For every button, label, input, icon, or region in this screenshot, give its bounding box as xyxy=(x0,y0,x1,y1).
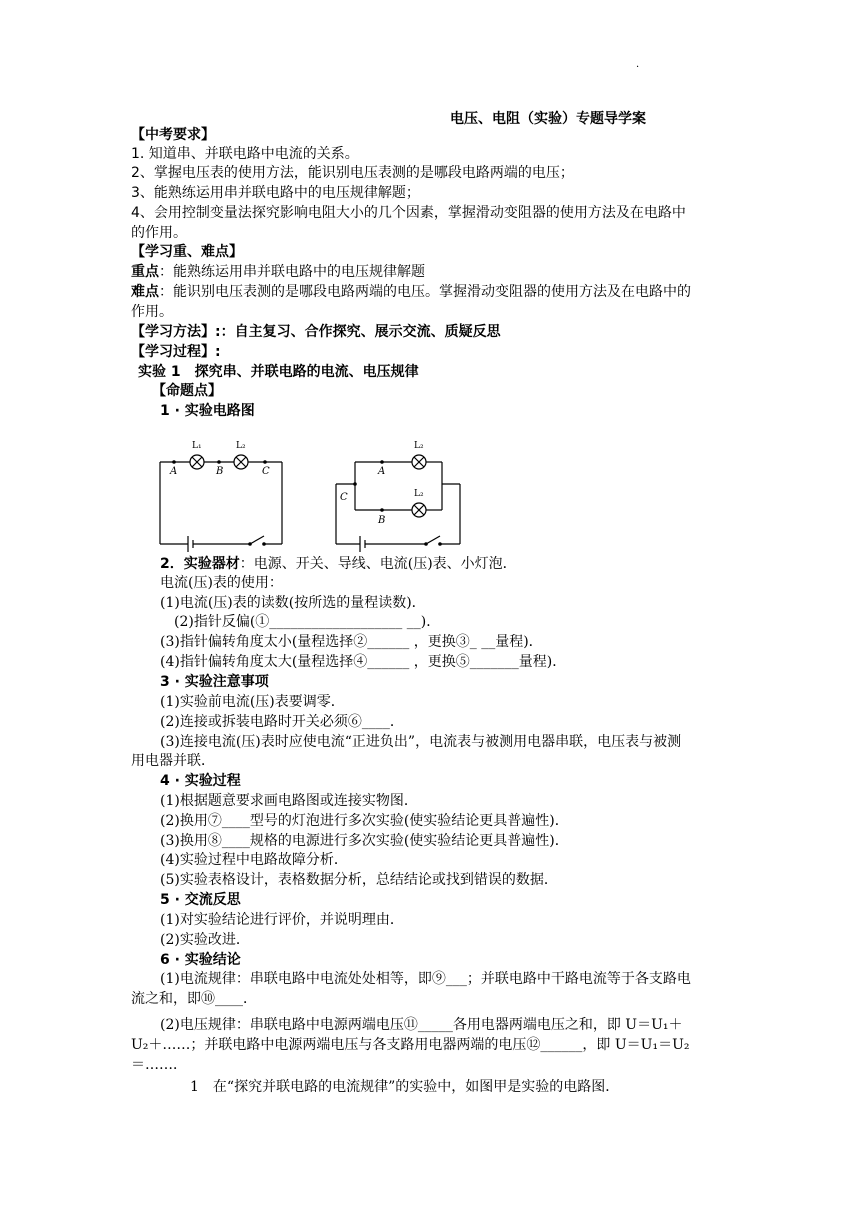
meter-item-1: (1)电流(压)表的读数(按所选的量程读数)． xyxy=(160,595,426,611)
note-3: (3)连接电流(压)表时应使电流“正进负出”，电流表与被测用电器串联，电压表与被测 xyxy=(160,734,682,750)
page-title: 电压、电阻（实验）专题导学案 xyxy=(450,111,646,127)
header-dot: · xyxy=(636,62,640,73)
section-heading-key-points: 【学习重、难点】 xyxy=(131,244,243,260)
conclusion-voltage-cont: U₂＋……；并联电路中电源两端电压与各支路用电器两端的电压⑫______，即 U＝U₁＝U₂ xyxy=(131,1037,690,1053)
meter-item-4: (4)指针偏转角度太大(量程选择④______ ，更换⑤_______量程)． xyxy=(160,654,567,670)
process-5: (5)实验表格设计，表格数据分析，总结结论或找到错误的数据． xyxy=(160,872,558,888)
conclusion-voltage: (2)电压规律：串联电路中电源两端电压⑪_____各用电器两端电压之和，即 U＝U₁＋ xyxy=(160,1017,683,1033)
step-2-line xyxy=(160,555,517,574)
requirement-3: 3、能熟练运用串并联电路中的电压规律解题； xyxy=(131,185,420,201)
difficulty-label: 难点 xyxy=(131,284,159,300)
section-heading-requirements: 【中考要求】 xyxy=(131,127,215,143)
series-label-l2: L₂ xyxy=(236,441,246,451)
step-4-heading: 4 · 实验过程 xyxy=(160,773,241,789)
note-2: (2)连接或拆装电路时开关必须⑥____． xyxy=(160,714,404,730)
parallel-label-l-bottom: L₂ xyxy=(414,489,424,499)
note-1: (1)实验前电流(压)表要调零． xyxy=(160,694,345,710)
meter-usage-heading: 电流(压)表的使用： xyxy=(160,575,283,591)
parallel-label-c: C xyxy=(340,492,348,503)
step-2-text: ：电源、开关、导线、电流(压)表、小灯泡． xyxy=(239,556,517,572)
series-label-l1: L₁ xyxy=(192,441,202,451)
process-1: (1)根据题意要求画电路图或连接实物图． xyxy=(160,793,418,809)
key-point-text: ：能熟练运用串并联电路中的电压规律解题 xyxy=(159,264,425,280)
conclusion-current: (1)电流规律：串联电路中电流处处相等，即⑨___；并联电路中干路电流等于各支路电 xyxy=(160,971,691,987)
section-heading-method: 【学习方法】:：自主复习、合作探究、展示交流、质疑反思 xyxy=(131,324,501,340)
circuit-diagrams xyxy=(150,432,480,552)
section-heading-process: 【学习过程】: xyxy=(131,344,221,360)
difficulty-line-cont: 作用。 xyxy=(131,304,173,320)
key-point-line xyxy=(131,263,425,282)
meter-item-3: (3)指针偏转角度太小(量程选择②______ ，更换③_ __量程)． xyxy=(160,634,543,650)
difficulty-line xyxy=(131,283,691,302)
series-switch-icon xyxy=(250,536,264,544)
step-1-heading: 1 · 实验电路图 xyxy=(160,403,255,419)
experiment-1-title: 实验 1 探究串、并联电路的电流、电压规律 xyxy=(138,364,419,380)
parallel-label-b: B xyxy=(378,515,386,526)
requirement-4: 4、会用控制变量法探究影响电阻大小的几个因素，掌握滑动变阻器的使用方法及在电路中 xyxy=(131,205,686,221)
note-3-cont: 用电器并联． xyxy=(131,753,215,769)
step-2-label: 2．实验器材 xyxy=(160,556,240,572)
series-label-a: A xyxy=(170,466,178,477)
step-6-heading: 6 · 实验结论 xyxy=(160,952,241,968)
difficulty-text: ：能识别电压表测的是哪段电路两端的电压。掌握滑动变阻器的使用方法及在电路中的 xyxy=(159,284,691,300)
step-3-heading: 3 · 实验注意事项 xyxy=(160,674,269,690)
key-point-label: 重点 xyxy=(131,264,159,280)
process-3: (3)换用⑧____规格的电源进行多次实验(使实验结论更具普遍性)． xyxy=(160,833,569,849)
reflection-2: (2)实验改进． xyxy=(160,932,250,948)
process-4: (4)实验过程中电路故障分析． xyxy=(160,852,348,868)
conclusion-voltage-end: ＝……． xyxy=(131,1057,187,1073)
series-label-b: B xyxy=(216,466,224,477)
reflection-1: (1)对实验结论进行评价，并说明理由． xyxy=(160,912,404,928)
parallel-label-a: A xyxy=(378,466,386,477)
requirement-1: 1. 知道串、并联电路中电流的关系。 xyxy=(131,146,359,162)
parallel-label-l-top: L₂ xyxy=(414,441,424,451)
conclusion-current-cont: 流之和，即⑩____． xyxy=(131,991,257,1007)
requirement-4-cont: 的作用。 xyxy=(131,225,187,241)
meter-item-2: (2)指针反偏(①___________________ __)． xyxy=(174,614,441,630)
proposition-points-heading: 【命题点】 xyxy=(152,383,222,399)
step-5-heading: 5 · 交流反思 xyxy=(160,892,241,908)
requirement-2: 2、掌握电压表的使用方法，能识别电压表测的是哪段电路两端的电压； xyxy=(131,165,574,181)
process-2: (2)换用⑦____型号的灯泡进行多次实验(使实验结论更具普遍性)． xyxy=(160,813,569,829)
question-1: 1 在“探究并联电路的电流规律”的实验中，如图甲是实验的电路图． xyxy=(190,1079,620,1095)
series-label-c: C xyxy=(262,466,270,477)
parallel-switch-icon xyxy=(426,536,440,544)
